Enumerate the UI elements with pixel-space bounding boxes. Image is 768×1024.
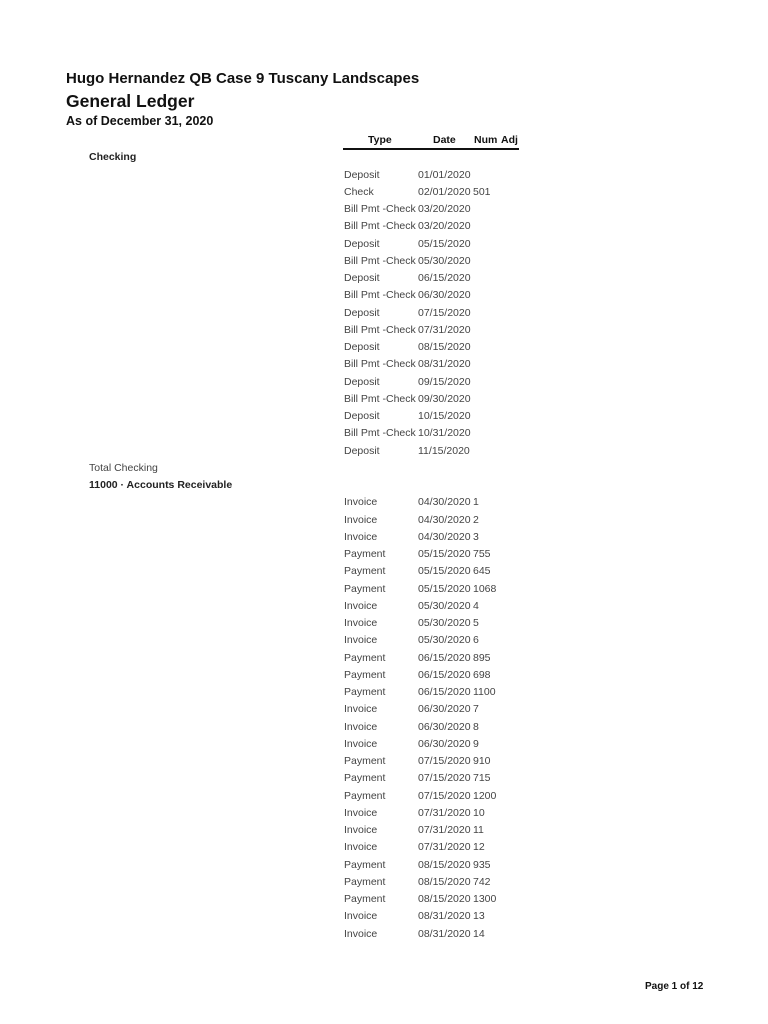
transaction-date: 07/31/2020 (418, 806, 471, 819)
transaction-type: Payment (344, 548, 386, 561)
transaction-row (0, 512, 768, 529)
transaction-row (0, 253, 768, 270)
transaction-row (0, 926, 768, 943)
transaction-row (0, 529, 768, 546)
transaction-row (0, 719, 768, 736)
transaction-num: 13 (473, 910, 485, 923)
transaction-type: Invoice (344, 824, 378, 837)
transaction-row (0, 339, 768, 356)
transaction-row (0, 425, 768, 442)
transaction-type: Deposit (344, 410, 380, 423)
transaction-date: 05/15/2020 (418, 548, 471, 561)
transaction-num: 11 (473, 824, 484, 837)
transaction-num: 698 (473, 668, 491, 681)
transaction-row (0, 305, 768, 322)
transaction-row (0, 857, 768, 874)
account-section-header (0, 477, 768, 494)
transaction-date: 07/31/2020 (418, 841, 471, 854)
transaction-date: 06/30/2020 (418, 289, 471, 302)
transaction-row (0, 874, 768, 891)
transaction-type: Bill Pmt -Check (344, 427, 416, 440)
transaction-type: Payment (344, 755, 386, 768)
column-header-type: Type (368, 133, 392, 146)
transaction-date: 09/15/2020 (418, 375, 471, 388)
transaction-type: Payment (344, 582, 386, 595)
transaction-date: 07/31/2020 (418, 824, 471, 837)
transaction-date: 07/15/2020 (418, 755, 471, 768)
transaction-row (0, 615, 768, 632)
transaction-date: 08/31/2020 (418, 910, 471, 923)
transaction-date: 08/31/2020 (418, 358, 471, 371)
transaction-row (0, 788, 768, 805)
transaction-num: 1 (473, 496, 479, 509)
transaction-date: 06/15/2020 (418, 668, 471, 681)
transaction-row (0, 374, 768, 391)
transaction-num: 7 (473, 703, 479, 716)
transaction-num: 4 (473, 599, 479, 612)
transaction-num: 935 (473, 858, 491, 871)
transaction-type: Payment (344, 858, 386, 871)
account-section-header (0, 149, 768, 166)
transaction-date: 07/31/2020 (418, 323, 471, 336)
transaction-type: Payment (344, 772, 386, 785)
transaction-row (0, 322, 768, 339)
transaction-row (0, 908, 768, 925)
account-total-row (0, 460, 768, 477)
transaction-type: Payment (344, 789, 386, 802)
transaction-date: 05/30/2020 (418, 599, 471, 612)
transaction-type: Invoice (344, 496, 378, 509)
transaction-date: 06/15/2020 (418, 651, 471, 664)
transaction-date: 08/15/2020 (418, 893, 471, 906)
ledger-body (0, 149, 768, 943)
transaction-type: Payment (344, 651, 386, 664)
transaction-type: Invoice (344, 530, 378, 543)
transaction-row (0, 408, 768, 425)
transaction-date: 05/15/2020 (418, 237, 471, 250)
transaction-row (0, 805, 768, 822)
transaction-date: 01/01/2020 (418, 168, 471, 181)
transaction-date: 05/30/2020 (418, 617, 471, 630)
transaction-type: Payment (344, 893, 386, 906)
transaction-row (0, 891, 768, 908)
transaction-row (0, 736, 768, 753)
transaction-num: 1100 (473, 686, 496, 699)
transaction-date: 04/30/2020 (418, 496, 471, 509)
transaction-type: Invoice (344, 927, 378, 940)
transaction-type: Invoice (344, 703, 378, 716)
transaction-row (0, 287, 768, 304)
transaction-date: 06/30/2020 (418, 703, 471, 716)
transaction-type: Bill Pmt -Check (344, 203, 416, 216)
transaction-num: 501 (473, 185, 491, 198)
transaction-row (0, 356, 768, 373)
transaction-row (0, 581, 768, 598)
transaction-row (0, 701, 768, 718)
transaction-type: Payment (344, 686, 386, 699)
company-name: Hugo Hernandez QB Case 9 Tuscany Landscapes (66, 70, 420, 87)
transaction-row (0, 494, 768, 511)
transaction-num: 910 (473, 755, 491, 768)
transaction-type: Invoice (344, 737, 378, 750)
transaction-row (0, 650, 768, 667)
transaction-num: 14 (473, 927, 485, 940)
transaction-date: 05/30/2020 (418, 634, 471, 647)
account-name: Checking (89, 151, 137, 164)
transaction-row (0, 167, 768, 184)
transaction-type: Invoice (344, 599, 378, 612)
transaction-row (0, 753, 768, 770)
transaction-date: 05/15/2020 (418, 565, 471, 578)
transaction-type: Bill Pmt -Check (344, 323, 416, 336)
transaction-row (0, 184, 768, 201)
transaction-type: Invoice (344, 617, 378, 630)
transaction-type: Deposit (344, 306, 380, 319)
transaction-date: 06/15/2020 (418, 272, 471, 285)
transaction-type: Invoice (344, 634, 378, 647)
transaction-date: 08/15/2020 (418, 875, 471, 888)
column-header-date: Date (433, 133, 456, 146)
transaction-num: 3 (473, 530, 479, 543)
transaction-type: Payment (344, 668, 386, 681)
transaction-type: Invoice (344, 806, 378, 819)
transaction-type: Deposit (344, 168, 380, 181)
transaction-row (0, 201, 768, 218)
transaction-date: 05/30/2020 (418, 254, 471, 267)
transaction-type: Payment (344, 565, 386, 578)
transaction-date: 07/15/2020 (418, 306, 471, 319)
transaction-date: 07/15/2020 (418, 772, 471, 785)
transaction-type: Bill Pmt -Check (344, 289, 416, 302)
transaction-num: 1068 (473, 582, 497, 595)
transaction-row (0, 563, 768, 580)
transaction-row (0, 839, 768, 856)
transaction-type: Invoice (344, 720, 378, 733)
page-number: Page 1 of 12 (645, 981, 704, 992)
transaction-type: Deposit (344, 272, 380, 285)
transaction-date: 07/15/2020 (418, 789, 471, 802)
transaction-date: 02/01/2020 (418, 185, 471, 198)
transaction-type: Bill Pmt -Check (344, 220, 416, 233)
transaction-row (0, 443, 768, 460)
transaction-type: Deposit (344, 341, 380, 354)
report-date-range: As of December 31, 2020 (66, 114, 214, 128)
transaction-date: 06/30/2020 (418, 720, 471, 733)
transaction-date: 06/15/2020 (418, 686, 471, 699)
transaction-num: 895 (473, 651, 491, 664)
transaction-num: 5 (473, 617, 479, 630)
transaction-num: 8 (473, 720, 479, 733)
transaction-num: 12 (473, 841, 485, 854)
transaction-num: 742 (473, 875, 491, 888)
transaction-row (0, 546, 768, 563)
column-header-num: Num (474, 133, 498, 146)
transaction-type: Bill Pmt -Check (344, 358, 416, 371)
transaction-row (0, 236, 768, 253)
transaction-num: 715 (473, 772, 491, 785)
transaction-num: 755 (473, 548, 491, 561)
account-name: 11000 · Accounts Receivable (89, 479, 233, 492)
transaction-date: 08/15/2020 (418, 341, 471, 354)
transaction-date: 10/31/2020 (418, 427, 471, 440)
transaction-date: 09/30/2020 (418, 392, 471, 405)
transaction-type: Invoice (344, 841, 378, 854)
transaction-row (0, 822, 768, 839)
account-total-label: Total Checking (89, 461, 158, 474)
transaction-row (0, 598, 768, 615)
transaction-num: 6 (473, 634, 479, 647)
transaction-row (0, 270, 768, 287)
transaction-row (0, 684, 768, 701)
transaction-row (0, 770, 768, 787)
transaction-num: 645 (473, 565, 491, 578)
transaction-type: Bill Pmt -Check (344, 392, 416, 405)
transaction-num: 1300 (473, 893, 497, 906)
transaction-date: 03/20/2020 (418, 203, 471, 216)
transaction-date: 10/15/2020 (418, 410, 471, 423)
transaction-date: 08/15/2020 (418, 858, 471, 871)
transaction-row (0, 391, 768, 408)
transaction-row (0, 218, 768, 235)
transaction-date: 11/15/2020 (418, 444, 470, 457)
transaction-type: Deposit (344, 375, 380, 388)
transaction-type: Payment (344, 875, 386, 888)
transaction-type: Invoice (344, 513, 378, 526)
transaction-date: 05/15/2020 (418, 582, 471, 595)
transaction-num: 9 (473, 737, 479, 750)
transaction-date: 06/30/2020 (418, 737, 471, 750)
column-header-adj: Adj (501, 133, 518, 146)
transaction-num: 10 (473, 806, 485, 819)
transaction-row (0, 667, 768, 684)
transaction-date: 03/20/2020 (418, 220, 471, 233)
transaction-date: 08/31/2020 (418, 927, 471, 940)
transaction-type: Deposit (344, 237, 380, 250)
transaction-type: Invoice (344, 910, 378, 923)
transaction-type: Deposit (344, 444, 380, 457)
transaction-num: 2 (473, 513, 479, 526)
transaction-row (0, 632, 768, 649)
transaction-type: Bill Pmt -Check (344, 254, 416, 267)
transaction-date: 04/30/2020 (418, 530, 471, 543)
transaction-num: 1200 (473, 789, 497, 802)
report-title: General Ledger (66, 91, 195, 111)
transaction-type: Check (344, 185, 374, 198)
transaction-date: 04/30/2020 (418, 513, 471, 526)
